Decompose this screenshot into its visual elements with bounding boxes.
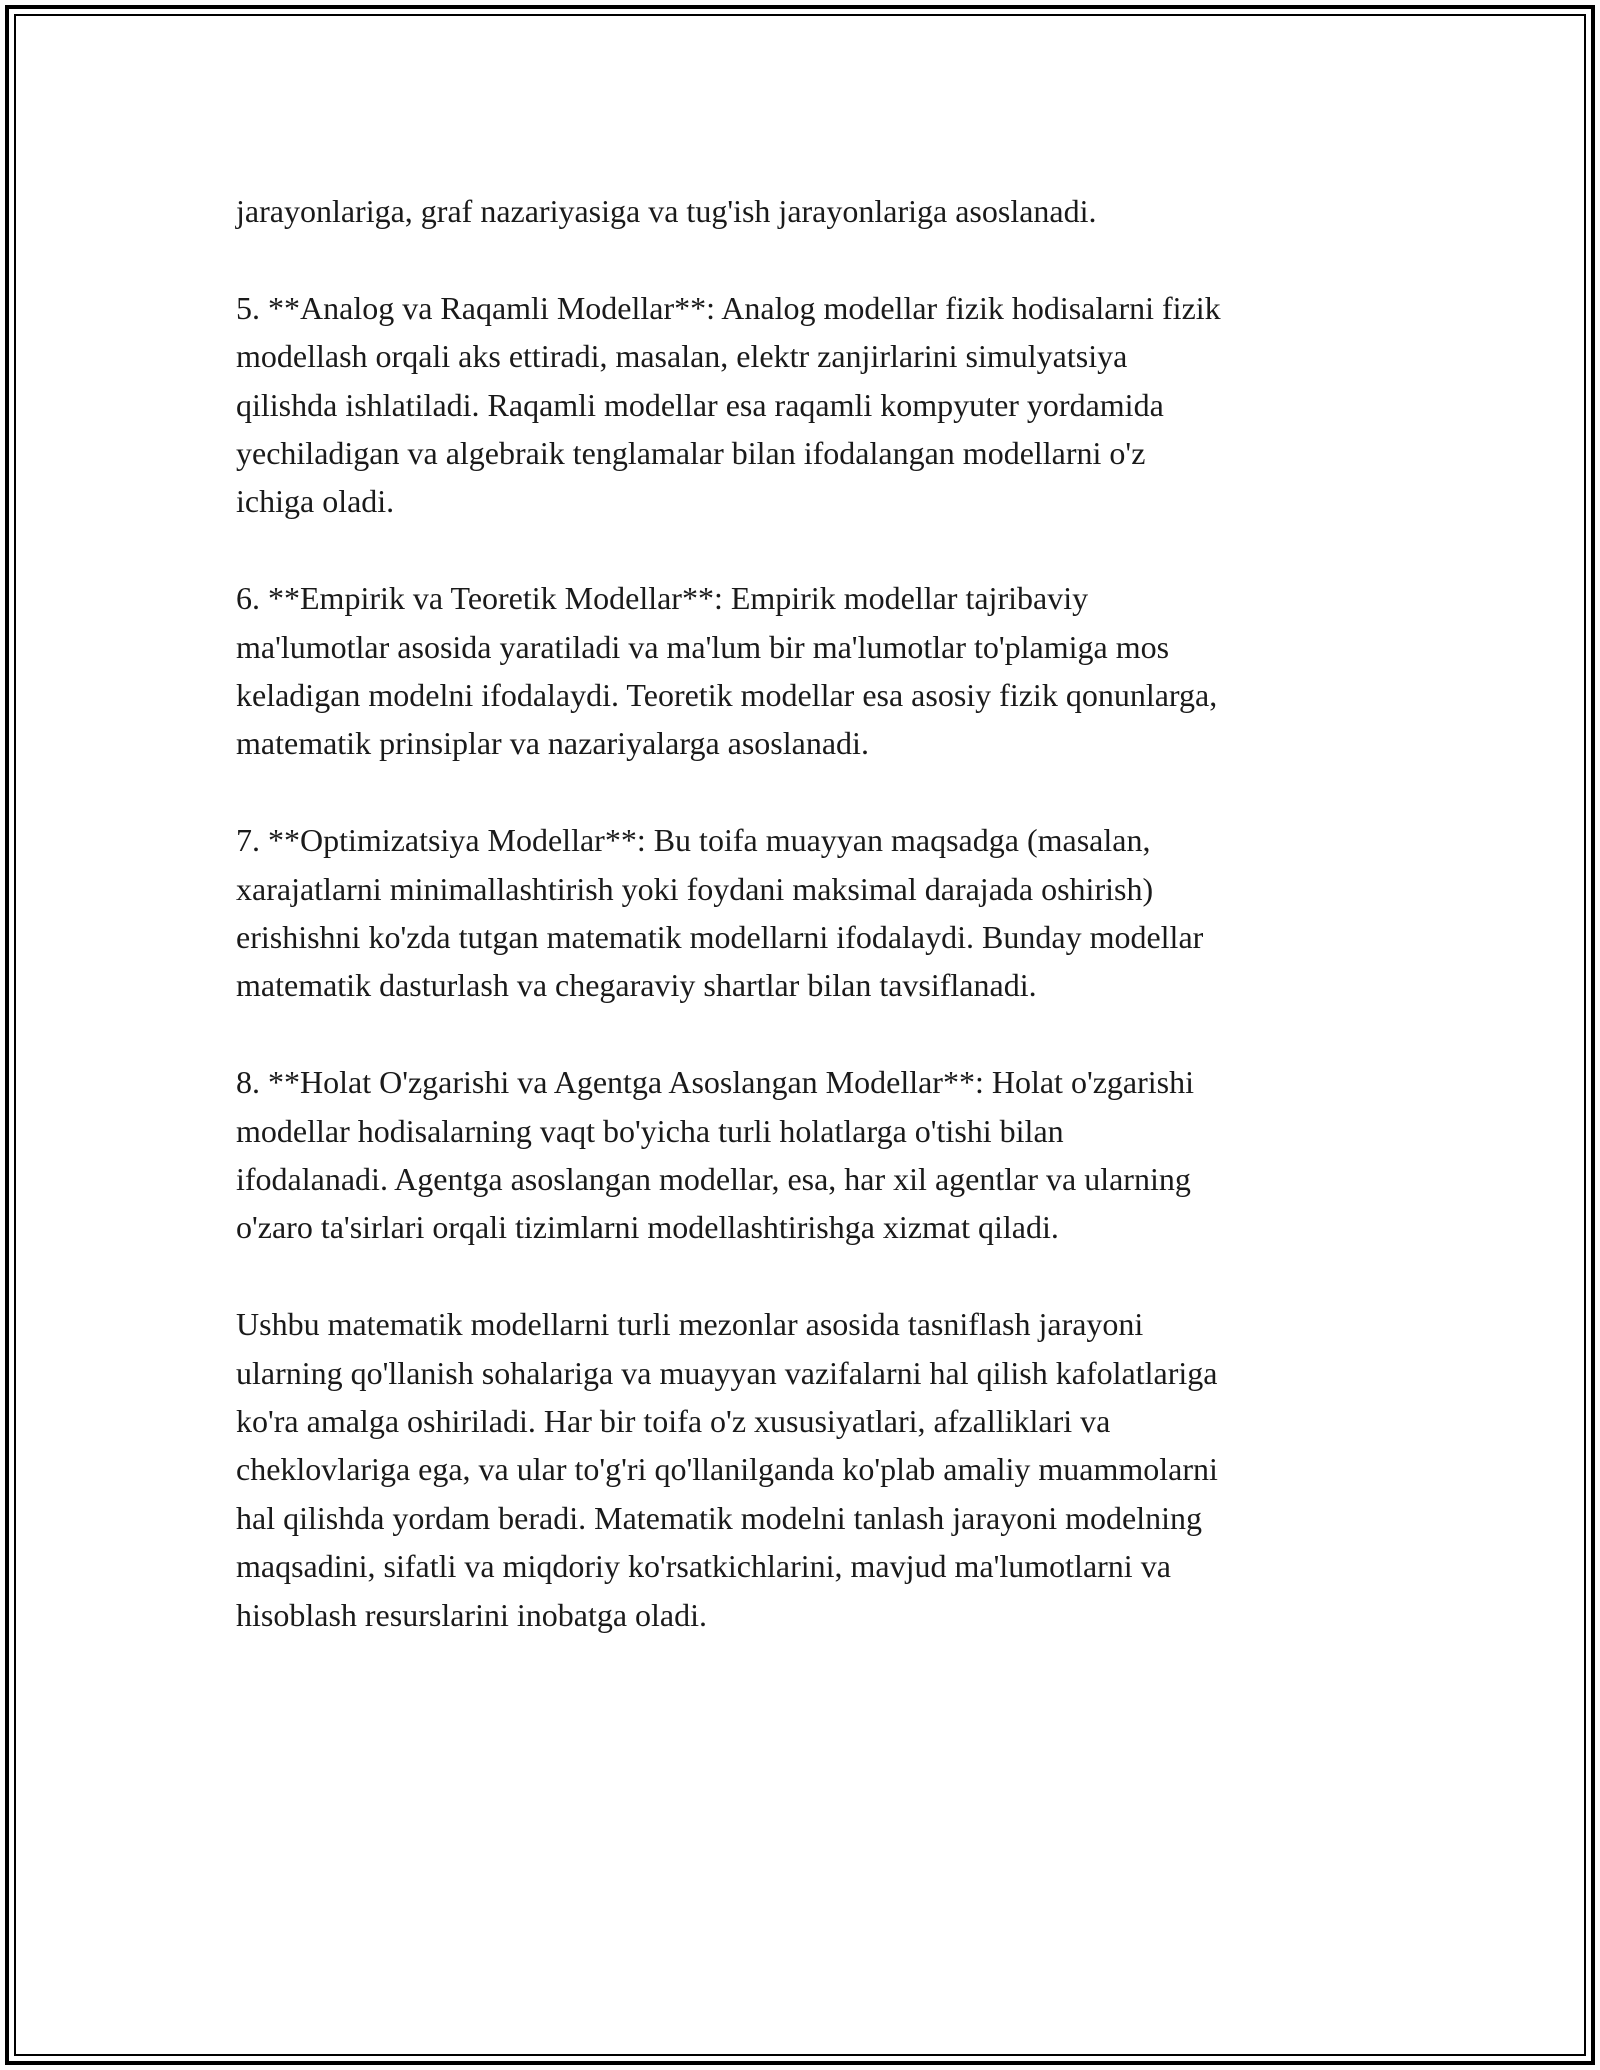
text-line: ichiga oladi. — [236, 483, 395, 520]
text-line: 6. **Empirik va Teoretik Modellar**: Empirik modellar tajribaviy — [236, 580, 1089, 617]
text-line: modellar hodisalarning vaqt bo'yicha turli holatlarga o'tishi bilan — [236, 1112, 1064, 1149]
text-line: ifodalanadi. Agentga asoslangan modellar, esa, har xil agentlar va ularning — [236, 1161, 1191, 1198]
text-line: modellash orqali aks ettiradi, masalan, elektr zanjirlarini simulyatsiya — [236, 338, 1128, 375]
text-line: hisoblash resurslarini inobatga oladi. — [236, 1596, 708, 1633]
text-line: erishishni ko'zda tutgan matematik modellarni ifodalaydi. Bunday modellar — [236, 919, 1204, 956]
document-body — [236, 187, 1376, 1688]
text-line: ma'lumotlar asosida yaratiladi va ma'lum bir ma'lumotlar to'plamiga mos — [236, 628, 1170, 665]
text-line: 7. **Optimizatsiya Modellar**: Bu toifa muayyan maqsadga (masalan, — [236, 822, 1151, 859]
paragraph-empirical-theoretical-models — [236, 574, 1376, 768]
paragraph-conclusion — [236, 1300, 1376, 1639]
text-line: o'zaro ta'sirlari orqali tizimlarni modellashtirishga xizmat qiladi. — [236, 1209, 1059, 1246]
text-line: maqsadini, sifatli va miqdoriy ko'rsatkichlarini, mavjud ma'lumotlarni va — [236, 1548, 1171, 1585]
text-line: yechiladigan va algebraik tenglamalar bilan ifodalangan modellarni o'z — [236, 435, 1146, 472]
text-line: 8. **Holat O'zgarishi va Agentga Asoslangan Modellar**: Holat o'zgarishi — [236, 1064, 1194, 1101]
text-line: matematik dasturlash va chegaraviy shartlar bilan tavsiflanadi. — [236, 967, 1037, 1004]
paragraph-continuation — [236, 187, 1376, 235]
text-line: ularning qo'llanish sohalariga va muayyan vazifalarni hal qilish kafolatlariga — [236, 1354, 1218, 1391]
text-line: cheklovlariga ega, va ular to'g'ri qo'llanilganda ko'plab amaliy muammolarni — [236, 1451, 1218, 1488]
text-line: xarajatlarni minimallashtirish yoki foydani maksimal darajada oshirish) — [236, 870, 1154, 907]
text-line: ko'ra amalga oshiriladi. Har bir toifa o'z xususiyatlari, afzalliklari va — [236, 1403, 1111, 1440]
paragraph-optimization-models — [236, 816, 1376, 1010]
text-line: qilishda ishlatiladi. Raqamli modellar esa raqamli kompyuter yordamida — [236, 386, 1164, 423]
text-line: hal qilishda yordam beradi. Matematik modelni tanlash jarayoni modelning — [236, 1499, 1202, 1536]
text-line: matematik prinsiplar va nazariyalarga asoslanadi. — [236, 725, 869, 762]
text-line: 5. **Analog va Raqamli Modellar**: Analog modellar fizik hodisalarni fizik — [236, 289, 1221, 326]
text-line: keladigan modelni ifodalaydi. Teoretik modellar esa asosiy fizik qonunlarga, — [236, 677, 1218, 714]
text-line: jarayonlariga, graf nazariyasiga va tug'ish jarayonlariga asoslanadi. — [236, 193, 1097, 229]
paragraph-state-agent-models — [236, 1058, 1376, 1252]
text-line: Ushbu matematik modellarni turli mezonlar asosida tasniflash jarayoni — [236, 1306, 1144, 1343]
paragraph-analog-digital-models — [236, 284, 1376, 526]
